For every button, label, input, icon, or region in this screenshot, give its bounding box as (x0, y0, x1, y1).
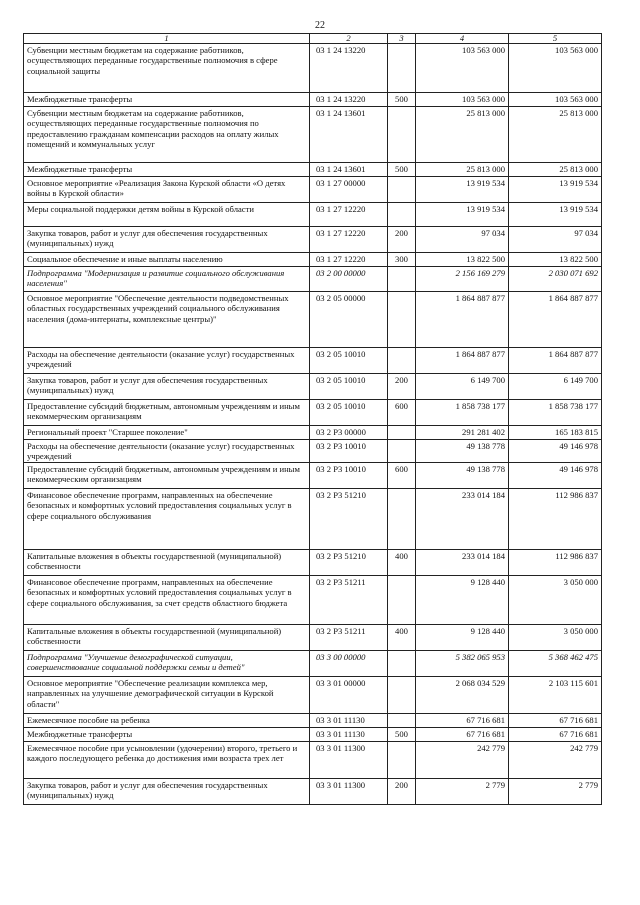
row-amount-year-1: 1 864 887 877 (416, 292, 509, 348)
table-row (24, 177, 602, 203)
row-expense-type (388, 676, 416, 713)
row-amount-year-2: 49 146 978 (509, 462, 602, 488)
table-row (24, 292, 602, 348)
row-name: Субвенции местным бюджетам на содержание работников, осуществляющих переданные государственные полномочия в сфере социальной защиты (24, 44, 310, 93)
row-name: Региональный проект "Старшее поколение" (24, 426, 310, 440)
row-code: 03 2 Р3 51210 (310, 488, 388, 549)
table-row (24, 624, 602, 650)
row-name: Ежемесячное пособие при усыновлении (удочерении) второго, третьего и каждого последующего ребенка до достижения ими возраста трех лет (24, 741, 310, 778)
row-expense-type (388, 203, 416, 227)
row-amount-year-2: 1 858 738 177 (509, 400, 602, 426)
table-row (24, 93, 602, 107)
row-amount-year-2: 49 146 978 (509, 440, 602, 463)
row-expense-type: 500 (388, 163, 416, 177)
table-row (24, 267, 602, 292)
row-expense-type: 200 (388, 778, 416, 804)
column-number: 2 (310, 34, 388, 44)
row-expense-type (388, 741, 416, 778)
table-row (24, 741, 602, 778)
row-amount-year-1: 5 382 065 953 (416, 650, 509, 676)
row-expense-type: 500 (388, 727, 416, 741)
row-code: 03 2 Р3 51211 (310, 575, 388, 624)
table-row (24, 426, 602, 440)
row-expense-type (388, 44, 416, 93)
row-amount-year-2: 112 986 837 (509, 549, 602, 575)
row-code: 03 2 05 10010 (310, 374, 388, 400)
table-row (24, 676, 602, 713)
row-code: 03 2 Р3 10010 (310, 440, 388, 463)
table-row (24, 727, 602, 741)
row-code: 03 1 24 13220 (310, 93, 388, 107)
row-expense-type (388, 426, 416, 440)
row-amount-year-1: 49 138 778 (416, 462, 509, 488)
row-name: Межбюджетные трансферты (24, 93, 310, 107)
row-amount-year-1: 1 864 887 877 (416, 348, 509, 374)
row-code: 03 1 24 13601 (310, 107, 388, 163)
row-amount-year-1: 1 858 738 177 (416, 400, 509, 426)
row-name: Основное мероприятие «Реализация Закона Курской области «О детях войны в Курской области» (24, 177, 310, 203)
row-code: 03 3 01 00000 (310, 676, 388, 713)
row-amount-year-1: 13 919 534 (416, 177, 509, 203)
row-amount-year-2: 6 149 700 (509, 374, 602, 400)
row-amount-year-1: 13 919 534 (416, 203, 509, 227)
row-code: 03 2 Р3 10010 (310, 462, 388, 488)
row-code: 03 1 27 12220 (310, 253, 388, 267)
row-amount-year-2: 165 183 815 (509, 426, 602, 440)
row-amount-year-1: 9 128 440 (416, 575, 509, 624)
row-amount-year-2: 25 813 000 (509, 163, 602, 177)
row-expense-type (388, 488, 416, 549)
row-code: 03 2 05 10010 (310, 400, 388, 426)
row-amount-year-1: 2 156 169 279 (416, 267, 509, 292)
budget-table (23, 33, 602, 805)
row-amount-year-1: 2 779 (416, 778, 509, 804)
row-expense-type (388, 440, 416, 463)
row-expense-type: 200 (388, 374, 416, 400)
row-name: Подпрограмма "Модернизация и развитие социального обслуживания населения" (24, 267, 310, 292)
row-code: 03 2 Р3 51210 (310, 549, 388, 575)
row-name: Закупка товаров, работ и услуг для обеспечения государственных (муниципальных) нужд (24, 778, 310, 804)
table-row (24, 713, 602, 727)
row-amount-year-1: 25 813 000 (416, 163, 509, 177)
row-amount-year-2: 2 103 115 601 (509, 676, 602, 713)
row-expense-type (388, 650, 416, 676)
row-amount-year-2: 103 563 000 (509, 44, 602, 93)
row-name: Социальное обеспечение и иные выплаты населению (24, 253, 310, 267)
table-row (24, 778, 602, 804)
row-name: Подпрограмма "Улучшение демографической ситуации, совершенствование социальной поддержки семьи и детей" (24, 650, 310, 676)
row-amount-year-1: 242 779 (416, 741, 509, 778)
row-code: 03 2 Р3 51211 (310, 624, 388, 650)
row-name: Межбюджетные трансферты (24, 163, 310, 177)
row-name: Основное мероприятие "Обеспечение деятельности подведомственных областных государственных учреждений социального обслуживания населения (дома-интернаты, комплексные центры)" (24, 292, 310, 348)
row-amount-year-2: 97 034 (509, 227, 602, 253)
table-row (24, 203, 602, 227)
row-amount-year-2: 1 864 887 877 (509, 292, 602, 348)
row-amount-year-2: 13 822 500 (509, 253, 602, 267)
row-expense-type: 400 (388, 624, 416, 650)
table-row (24, 400, 602, 426)
row-name: Закупка товаров, работ и услуг для обеспечения государственных (муниципальных) нужд (24, 374, 310, 400)
table-row (24, 44, 602, 93)
row-code: 03 3 00 00000 (310, 650, 388, 676)
row-amount-year-2: 13 919 534 (509, 203, 602, 227)
row-name: Капитальные вложения в объекты государственной (муниципальной) собственности (24, 624, 310, 650)
row-name: Ежемесячное пособие на ребенка (24, 713, 310, 727)
page-number: 22 (315, 20, 325, 31)
table-row (24, 549, 602, 575)
row-code: 03 3 01 11130 (310, 713, 388, 727)
row-expense-type (388, 348, 416, 374)
table-row (24, 650, 602, 676)
column-number-row (24, 34, 602, 44)
table-row (24, 107, 602, 163)
row-code: 03 2 05 10010 (310, 348, 388, 374)
row-amount-year-2: 67 716 681 (509, 713, 602, 727)
table-row (24, 227, 602, 253)
row-amount-year-2: 67 716 681 (509, 727, 602, 741)
table-row (24, 462, 602, 488)
row-expense-type (388, 267, 416, 292)
row-expense-type (388, 575, 416, 624)
row-amount-year-2: 2 779 (509, 778, 602, 804)
table-row (24, 253, 602, 267)
row-name: Закупка товаров, работ и услуг для обеспечения государственных (муниципальных) нужд (24, 227, 310, 253)
row-amount-year-2: 5 368 462 475 (509, 650, 602, 676)
row-amount-year-1: 103 563 000 (416, 93, 509, 107)
row-code: 03 2 Р3 00000 (310, 426, 388, 440)
row-amount-year-2: 2 030 071 692 (509, 267, 602, 292)
row-expense-type (388, 107, 416, 163)
row-amount-year-2: 112 986 837 (509, 488, 602, 549)
table-row (24, 374, 602, 400)
row-code: 03 3 01 11300 (310, 741, 388, 778)
row-name: Субвенции местным бюджетам на содержание работников, осуществляющих переданные государственные полномочия по предоставлению гражданам компенсации расходов на оплату жилых помещений и коммунальных услуг (24, 107, 310, 163)
row-expense-type: 400 (388, 549, 416, 575)
row-name: Расходы на обеспечение деятельности (оказание услуг) государственных учреждений (24, 348, 310, 374)
row-amount-year-2: 3 050 000 (509, 624, 602, 650)
table-row (24, 440, 602, 463)
row-name: Основное мероприятие "Обеспечение реализации комплекса мер, направленных на улучшение демографической ситуации в Курской области" (24, 676, 310, 713)
row-amount-year-1: 25 813 000 (416, 107, 509, 163)
row-expense-type: 300 (388, 253, 416, 267)
row-name: Предоставление субсидий бюджетным, автономным учреждениям и иным некоммерческим организациям (24, 462, 310, 488)
column-number: 5 (509, 34, 602, 44)
row-code: 03 1 24 13601 (310, 163, 388, 177)
row-amount-year-2: 103 563 000 (509, 93, 602, 107)
row-amount-year-2: 1 864 887 877 (509, 348, 602, 374)
row-amount-year-1: 97 034 (416, 227, 509, 253)
row-amount-year-1: 103 563 000 (416, 44, 509, 93)
row-amount-year-1: 291 281 402 (416, 426, 509, 440)
table-row (24, 348, 602, 374)
row-name: Меры социальной поддержки детям войны в Курской области (24, 203, 310, 227)
row-name: Финансовое обеспечение программ, направленных на обеспечение безопасных и комфортных условий предоставления социальных услуг в сфере социального обслуживания, за счет средств областного бюджета (24, 575, 310, 624)
row-name: Межбюджетные трансферты (24, 727, 310, 741)
row-code: 03 1 27 12220 (310, 203, 388, 227)
row-expense-type (388, 177, 416, 203)
row-amount-year-1: 49 138 778 (416, 440, 509, 463)
row-amount-year-2: 13 919 534 (509, 177, 602, 203)
row-code: 03 1 27 12220 (310, 227, 388, 253)
row-amount-year-1: 233 014 184 (416, 488, 509, 549)
row-expense-type: 200 (388, 227, 416, 253)
row-amount-year-1: 6 149 700 (416, 374, 509, 400)
row-expense-type: 500 (388, 93, 416, 107)
row-expense-type: 600 (388, 400, 416, 426)
row-name: Капитальные вложения в объекты государственной (муниципальной) собственности (24, 549, 310, 575)
row-expense-type: 600 (388, 462, 416, 488)
column-number: 1 (24, 34, 310, 44)
row-code: 03 3 01 11300 (310, 778, 388, 804)
column-number: 3 (388, 34, 416, 44)
row-amount-year-1: 13 822 500 (416, 253, 509, 267)
row-amount-year-2: 242 779 (509, 741, 602, 778)
row-name: Расходы на обеспечение деятельности (оказание услуг) государственных учреждений (24, 440, 310, 463)
row-code: 03 2 05 00000 (310, 292, 388, 348)
row-code: 03 1 24 13220 (310, 44, 388, 93)
table-row (24, 163, 602, 177)
row-expense-type (388, 713, 416, 727)
row-amount-year-2: 3 050 000 (509, 575, 602, 624)
column-number: 4 (416, 34, 509, 44)
row-amount-year-2: 25 813 000 (509, 107, 602, 163)
row-expense-type (388, 292, 416, 348)
row-amount-year-1: 9 128 440 (416, 624, 509, 650)
row-code: 03 1 27 00000 (310, 177, 388, 203)
row-amount-year-1: 67 716 681 (416, 713, 509, 727)
row-name: Предоставление субсидий бюджетным, автономным учреждениям и иным некоммерческим организациям (24, 400, 310, 426)
row-code: 03 3 01 11130 (310, 727, 388, 741)
table-row (24, 488, 602, 549)
row-name: Финансовое обеспечение программ, направленных на обеспечение безопасных и комфортных условий предоставления социальных услуг в сфере социального обслуживания (24, 488, 310, 549)
row-amount-year-1: 67 716 681 (416, 727, 509, 741)
table-row (24, 575, 602, 624)
row-amount-year-1: 233 014 184 (416, 549, 509, 575)
row-amount-year-1: 2 068 034 529 (416, 676, 509, 713)
row-code: 03 2 00 00000 (310, 267, 388, 292)
